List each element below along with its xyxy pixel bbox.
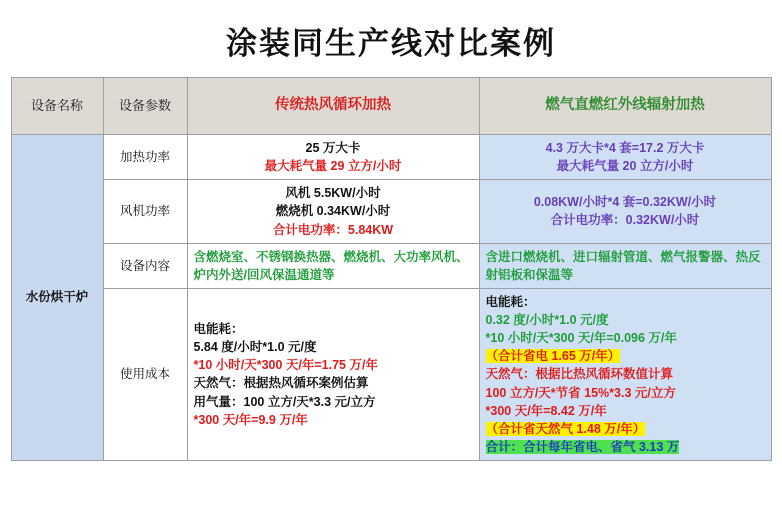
text-line: 电能耗： bbox=[485, 294, 536, 309]
text-line: 电能耗： bbox=[193, 322, 244, 337]
text-line: 用气量：100 立方/天*3.3 元/立方 bbox=[193, 394, 376, 409]
text-line: 含进口燃烧机、进口辐射管道、燃气报警器、热反射铝板和保温等 bbox=[485, 249, 761, 282]
text-line: 25 万大卡 bbox=[305, 141, 361, 155]
text-line: 0.32 度/小时*1.0 元/度 bbox=[485, 313, 609, 327]
row-label-dryer: 水份烘干炉 bbox=[11, 135, 103, 461]
cell-gas-content bbox=[479, 243, 771, 288]
text-line: 含燃烧室、不锈钢换热器、燃烧机、大功率风机、炉内外送/回风保温通道等 bbox=[193, 249, 469, 282]
text-line: *300 天/年=8.42 万/年 bbox=[485, 403, 607, 418]
cell-traditional-heating-power bbox=[187, 135, 479, 180]
param-fan-power: 风机功率 bbox=[103, 180, 187, 243]
cell-traditional-fan-power bbox=[187, 180, 479, 243]
cell-traditional-cost bbox=[187, 288, 479, 460]
cell-gas-fan-power bbox=[479, 180, 771, 243]
table-row bbox=[11, 243, 771, 288]
text-line: 100 立方/天*节省 15%*3.3 元/立方 bbox=[485, 385, 676, 400]
highlight-saved-gas: （合计省天然气 1.48 万/年） bbox=[485, 421, 646, 436]
comparison-table bbox=[11, 77, 772, 461]
cell-traditional-content bbox=[187, 243, 479, 288]
header-traditional: 传统热风循环加热 bbox=[187, 78, 479, 135]
text-line: 0.08KW/小时*4 套=0.32KW/小时 bbox=[533, 195, 717, 210]
table-row bbox=[11, 288, 771, 460]
text-line: 最大耗气量 29 立方/小时 bbox=[264, 159, 402, 174]
text-line: 最大耗气量 20 立方/小时 bbox=[556, 159, 694, 174]
text-line: 合计电功率：0.32KW/小时 bbox=[550, 213, 700, 228]
header-gas-infrared: 燃气直燃红外线辐射加热 bbox=[479, 78, 771, 135]
table-row bbox=[11, 135, 771, 180]
highlight-total-saving: 合计：合计每年省电、省气 3.13 万 bbox=[485, 439, 680, 454]
highlight-saved-power: （合计省电 1.65 万/年） bbox=[485, 349, 621, 364]
text-line: 天然气：根据热风循环案例估算 bbox=[193, 376, 369, 391]
text-line: 合计电功率：5.84KW bbox=[272, 222, 394, 237]
text-line: 燃烧机 0.34KW/小时 bbox=[275, 204, 391, 219]
cell-gas-heating-power bbox=[479, 135, 771, 180]
text-line: *10 小时/天*300 天/年=1.75 万/年 bbox=[193, 358, 378, 373]
page-title: 涂装同生产线对比案例 bbox=[226, 26, 556, 61]
table-header-row bbox=[11, 78, 771, 135]
text-line: 天然气：根据比热风循环数值计算 bbox=[485, 367, 674, 382]
cell-gas-cost bbox=[479, 288, 771, 460]
text-line: *10 小时/天*300 天/年=0.096 万/年 bbox=[485, 331, 677, 346]
text-line: 4.3 万大卡*4 套=17.2 万大卡 bbox=[545, 141, 705, 155]
header-equipment-name: 设备名称 bbox=[11, 78, 103, 135]
param-heating-power: 加热功率 bbox=[103, 135, 187, 180]
text-line: 5.84 度/小时*1.0 元/度 bbox=[193, 340, 317, 355]
table-row bbox=[11, 180, 771, 243]
text-line: 风机 5.5KW/小时 bbox=[285, 186, 381, 201]
param-usage-cost: 使用成本 bbox=[103, 288, 187, 460]
text-line: *300 天/年=9.9 万/年 bbox=[193, 412, 308, 427]
param-equipment-content: 设备内容 bbox=[103, 243, 187, 288]
header-equipment-param: 设备参数 bbox=[103, 78, 187, 135]
